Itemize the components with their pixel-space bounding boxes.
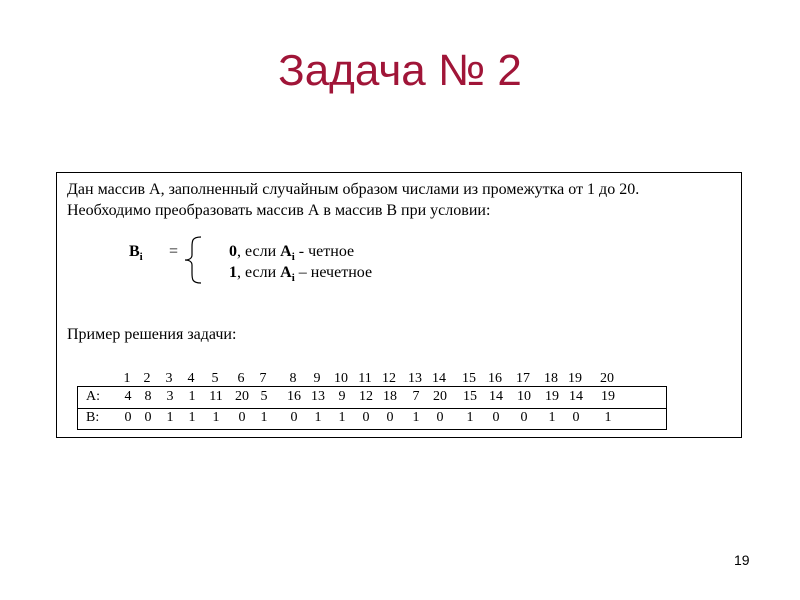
- row_b-cell: 1: [412, 410, 420, 425]
- indices-cell: 15: [462, 371, 476, 386]
- row_b-cell: 1: [260, 410, 268, 425]
- row_a-cell: 7: [412, 389, 420, 404]
- row_b-cell: 0: [362, 410, 370, 425]
- case-even-value: 0: [229, 243, 237, 260]
- row_b-cell: 1: [548, 410, 556, 425]
- indices-cell: 13: [408, 371, 422, 386]
- row_b-cell: 0: [238, 410, 246, 425]
- task-box: [56, 172, 742, 438]
- row_a-cell: 3: [166, 389, 174, 404]
- condition-variable: [129, 243, 143, 263]
- condition-var-name: B: [129, 243, 140, 260]
- indices-cell: 6: [237, 371, 245, 386]
- row_b-cell: 1: [338, 410, 346, 425]
- case-odd-var: $A_i$: [280, 264, 295, 285]
- row_b-cell: 1: [212, 410, 220, 425]
- row_a-cell: 1: [188, 389, 196, 404]
- row_b-cell: 0: [520, 410, 528, 425]
- case-odd-value: 1: [229, 264, 237, 281]
- row_b-cell: 1: [166, 410, 174, 425]
- row_b-cell: 0: [572, 410, 580, 425]
- row_a-cell: 11: [209, 389, 223, 404]
- indices-cell: 18: [544, 371, 558, 386]
- row_a-cell: 20: [235, 389, 249, 404]
- row_a-cell: 5: [260, 389, 268, 404]
- row_a-cell: 13: [311, 389, 325, 404]
- indices-cell: 19: [568, 371, 582, 386]
- row_b-cell: 1: [604, 410, 612, 425]
- condition-case-even: [229, 243, 354, 263]
- case-odd-tail: – нечетное: [294, 264, 373, 281]
- row_a-cell: 18: [383, 389, 397, 404]
- row_b-cell: 0: [144, 410, 152, 425]
- case-even-text: , если: [237, 243, 281, 260]
- curly-brace-icon: [181, 235, 205, 285]
- table-row-b: [78, 409, 666, 429]
- row_a-cell: 8: [144, 389, 152, 404]
- row_b-cell: 1: [466, 410, 474, 425]
- indices-cell: 14: [432, 371, 446, 386]
- row_b-cell: 0: [492, 410, 500, 425]
- row-b-label: B:: [86, 410, 100, 425]
- row_a-cell: 4: [124, 389, 132, 404]
- indices-cell: 4: [187, 371, 195, 386]
- task-statement-line-1: Дан массив А, заполненный случайным образом числами из промежутка от 1 до 20.: [67, 181, 640, 198]
- indices-cell: 3: [165, 371, 173, 386]
- indices-cell: 11: [358, 371, 372, 386]
- indices-cell: 2: [143, 371, 151, 386]
- row_b-cell: 1: [188, 410, 196, 425]
- case-even-var: $A_i$: [280, 243, 295, 264]
- indices-cell: 17: [516, 371, 530, 386]
- indices-cell: 10: [334, 371, 348, 386]
- condition-case-odd: [229, 264, 372, 284]
- indices-cell: 8: [289, 371, 297, 386]
- row-a-label: A:: [86, 389, 100, 404]
- example-label: Пример решения задачи:: [67, 326, 237, 343]
- indices-cell: 5: [211, 371, 219, 386]
- row_a-cell: 16: [287, 389, 301, 404]
- row_a-cell: 10: [517, 389, 531, 404]
- task-statement-line-2: Необходимо преобразовать массив А в массив В при условии:: [67, 202, 491, 219]
- row_b-cell: 0: [290, 410, 298, 425]
- case-even-tail: - четное: [294, 243, 355, 260]
- indices-cell: 16: [488, 371, 502, 386]
- row_b-cell: 0: [436, 410, 444, 425]
- indices-cell: 20: [600, 371, 614, 386]
- row_a-cell: 14: [569, 389, 583, 404]
- row_a-cell: 19: [601, 389, 615, 404]
- row_a-cell: 15: [463, 389, 477, 404]
- example-table: [77, 386, 667, 430]
- row_b-cell: 1: [314, 410, 322, 425]
- case-odd-text: , если: [237, 264, 281, 281]
- indices-cell: 12: [382, 371, 396, 386]
- row_a-cell: 9: [338, 389, 346, 404]
- indices-cell: 1: [123, 371, 131, 386]
- page-number: 19: [734, 552, 750, 568]
- indices-cell: 9: [313, 371, 321, 386]
- row_a-cell: 12: [359, 389, 373, 404]
- row_a-cell: 14: [489, 389, 503, 404]
- row_b-cell: 0: [386, 410, 394, 425]
- row_a-cell: 20: [433, 389, 447, 404]
- slide-title: Задача № 2: [278, 46, 522, 95]
- row_a-cell: 19: [545, 389, 559, 404]
- condition-var-subscript: i: [139, 251, 143, 264]
- indices-cell: 7: [259, 371, 267, 386]
- row_b-cell: 0: [124, 410, 132, 425]
- condition-equals: =: [169, 243, 179, 260]
- table-row-a: [78, 388, 666, 408]
